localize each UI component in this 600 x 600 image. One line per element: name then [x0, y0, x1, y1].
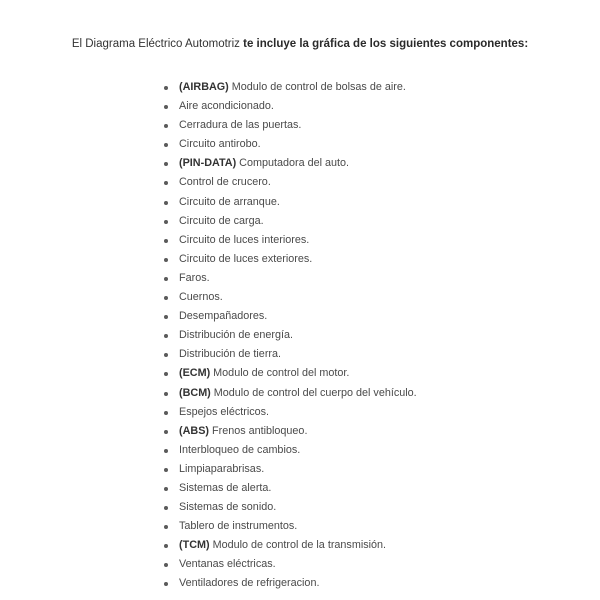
bullet-icon	[164, 430, 168, 434]
bullet-icon	[164, 449, 168, 453]
bullet-icon	[164, 372, 168, 376]
component-text: Circuito de luces exteriores.	[179, 252, 313, 265]
component-code: (AIRBAG)	[179, 81, 229, 93]
component-text: Circuito antirobo.	[179, 138, 261, 151]
component-text: Cuernos.	[179, 291, 223, 304]
component-list-item	[160, 498, 417, 517]
bullet-icon	[164, 315, 168, 319]
component-code: (ABS)	[179, 424, 209, 437]
bullet-icon	[164, 124, 168, 128]
component-list-item	[160, 154, 417, 173]
component-code: (PIN-DATA)	[179, 157, 237, 170]
component-list-item	[160, 479, 417, 498]
component-text: Circuito de luces interiores.	[179, 233, 310, 246]
component-list-item	[160, 364, 417, 383]
component-text: Desempañadores.	[179, 310, 268, 323]
bullet-icon	[164, 181, 168, 185]
component-list-item	[160, 422, 417, 441]
component-list-item	[160, 288, 417, 307]
bullet-icon	[164, 105, 168, 109]
component-text: Modulo de control del motor.	[210, 367, 350, 380]
component-text: Modulo de control de la transmisión.	[209, 539, 387, 552]
component-text: Espejos eléctricos.	[179, 405, 270, 418]
component-text: Interbloqueo de cambios.	[179, 443, 301, 456]
bullet-icon	[164, 544, 168, 548]
component-list-item	[160, 97, 417, 116]
component-list-item	[160, 116, 417, 135]
heading-normal-text: El Diagrama Eléctrico Automotriz	[71, 38, 244, 50]
component-list-item	[160, 307, 417, 326]
component-text: Sistemas de sonido.	[179, 501, 277, 514]
bullet-icon	[164, 296, 168, 300]
component-list-item	[160, 460, 417, 479]
component-list-item	[160, 345, 417, 364]
component-text: Limpiaparabrisas.	[179, 462, 265, 475]
component-text: Computadora del auto.	[236, 157, 350, 170]
bullet-icon	[164, 334, 168, 338]
component-list-item	[160, 78, 417, 97]
component-text: Sistemas de alerta.	[179, 481, 272, 494]
component-text: Cerradura de las puertas.	[179, 119, 302, 132]
bullet-icon	[164, 468, 168, 472]
component-list-item	[160, 212, 417, 231]
component-text: Ventanas eléctricas.	[179, 558, 276, 571]
component-text: Modulo de control del cuerpo del vehículo.	[210, 386, 417, 399]
component-code: (TCM)	[179, 539, 210, 552]
component-list-item	[160, 517, 417, 536]
component-list-item	[160, 135, 417, 154]
bullet-icon	[164, 563, 168, 567]
bullet-icon	[164, 86, 168, 90]
bullet-icon	[164, 277, 168, 281]
bullet-icon	[164, 201, 168, 205]
component-text: Aire acondicionado.	[179, 100, 274, 113]
bullet-icon	[164, 411, 168, 415]
bullet-icon	[164, 506, 168, 510]
bullet-icon	[164, 582, 168, 586]
component-text: Tablero de instrumentos.	[179, 520, 298, 533]
component-list	[160, 78, 417, 594]
component-list-item	[160, 173, 417, 192]
intro-heading	[60, 36, 540, 53]
component-list-item	[160, 574, 417, 593]
component-text: Frenos antibloqueo.	[209, 424, 308, 437]
bullet-icon	[164, 239, 168, 243]
component-list-item	[160, 250, 417, 269]
component-list-item	[160, 403, 417, 422]
bullet-icon	[164, 143, 168, 147]
component-list-item	[160, 555, 417, 574]
component-text: Circuito de carga.	[179, 214, 264, 227]
bullet-icon	[164, 487, 168, 491]
bullet-icon	[164, 353, 168, 357]
component-text: Control de crucero.	[179, 176, 271, 189]
component-code: (BCM)	[179, 386, 211, 399]
heading-bold-text: te incluye la gráfica de los siguientes componentes:	[243, 38, 529, 50]
bullet-icon	[164, 392, 168, 396]
bullet-icon	[164, 220, 168, 224]
component-list-item	[160, 326, 417, 345]
component-list-item	[160, 536, 417, 555]
component-text: Modulo de control de bolsas de aire.	[228, 81, 406, 93]
bullet-icon	[164, 258, 168, 262]
bullet-icon	[164, 162, 168, 166]
component-text: Circuito de arranque.	[179, 195, 280, 208]
component-text: Ventiladores de refrigeracion.	[179, 577, 320, 590]
component-list-item	[160, 193, 417, 212]
component-list-item	[160, 441, 417, 460]
component-code: (ECM)	[179, 367, 211, 380]
component-list-item	[160, 231, 417, 250]
component-text: Distribución de tierra.	[179, 348, 282, 361]
component-list-item	[160, 269, 417, 288]
component-text: Distribución de energía.	[179, 329, 294, 342]
component-text: Faros.	[179, 271, 210, 284]
component-list-item	[160, 384, 417, 403]
bullet-icon	[164, 525, 168, 529]
